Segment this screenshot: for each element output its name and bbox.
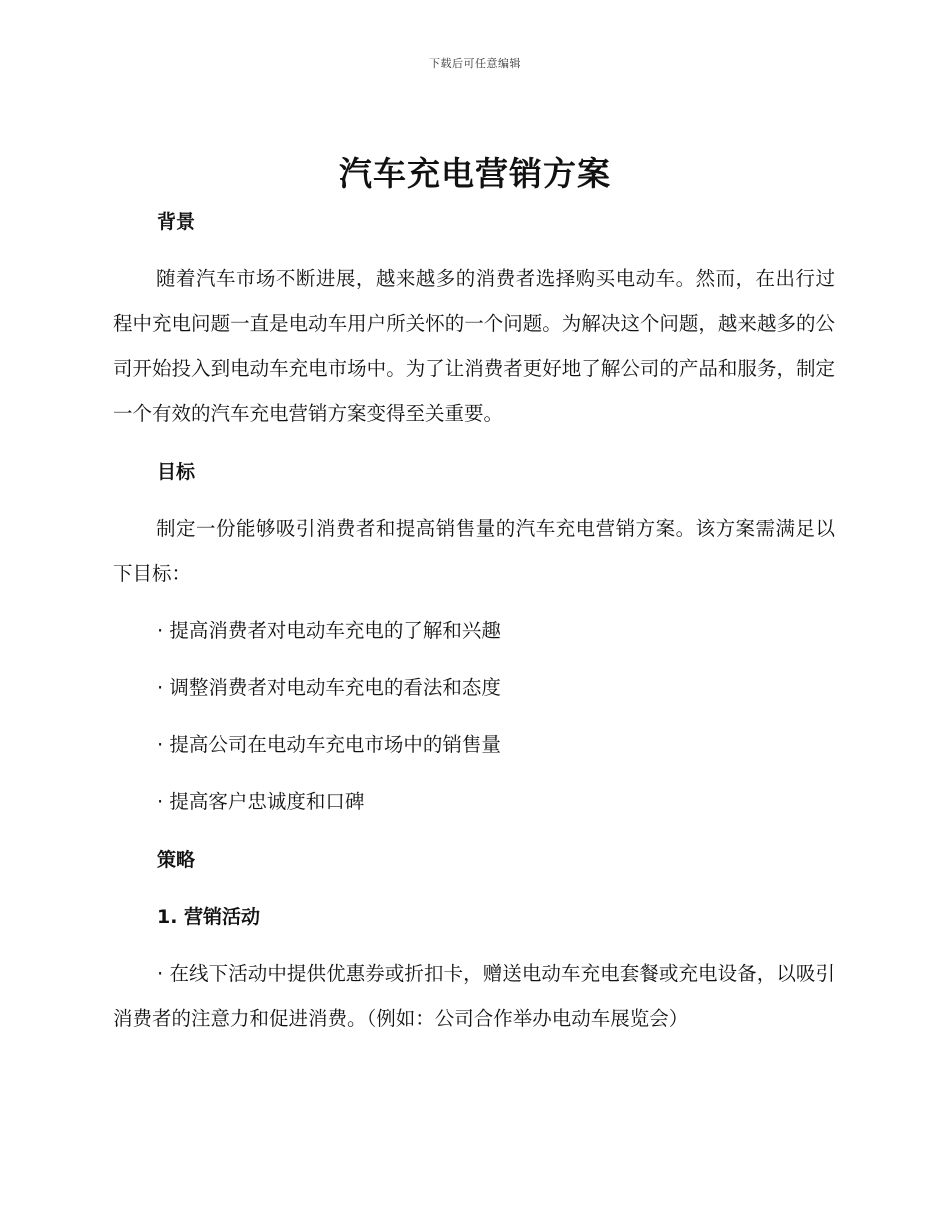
goal-item: · 提高客户忠诚度和口碑 bbox=[157, 790, 365, 813]
goal-item: · 提高消费者对电动车充电的了解和兴趣 bbox=[157, 619, 501, 642]
paragraph-background: 随着汽车市场不断进展，越来越多的消费者选择购买电动车。然而，在出行过程中充电问题一直是电动车用户所关怀的一个问题。为解决这个问题，越来越多的公司开始投入到电动车充电市场中。为了让消费者更好地了解公司的产品和服务，制定一个有效的汽车充电营销方案变得至关重要。 bbox=[113, 267, 835, 425]
paragraph-goals: 制定一份能够吸引消费者和提高销售量的汽车充电营销方案。该方案需满足以下目标： bbox=[113, 517, 835, 585]
heading-goals: 目标 bbox=[157, 461, 196, 483]
header-note: 下载后可任意编辑 bbox=[429, 57, 521, 70]
document-title: 汽车充电营销方案 bbox=[339, 154, 611, 193]
goal-item: · 调整消费者对电动车充电的看法和态度 bbox=[157, 676, 501, 699]
subheading-marketing-activities: 1. 营销活动 bbox=[157, 906, 261, 928]
heading-background: 背景 bbox=[157, 211, 196, 233]
goal-item: · 提高公司在电动车充电市场中的销售量 bbox=[157, 733, 501, 756]
strategy-item: · 在线下活动中提供优惠券或折扣卡，赠送电动车充电套餐或充电设备，以吸引消费者的注意力和促进消费。（例如：公司合作举办电动车展览会） bbox=[113, 962, 835, 1030]
heading-strategy: 策略 bbox=[157, 849, 196, 871]
